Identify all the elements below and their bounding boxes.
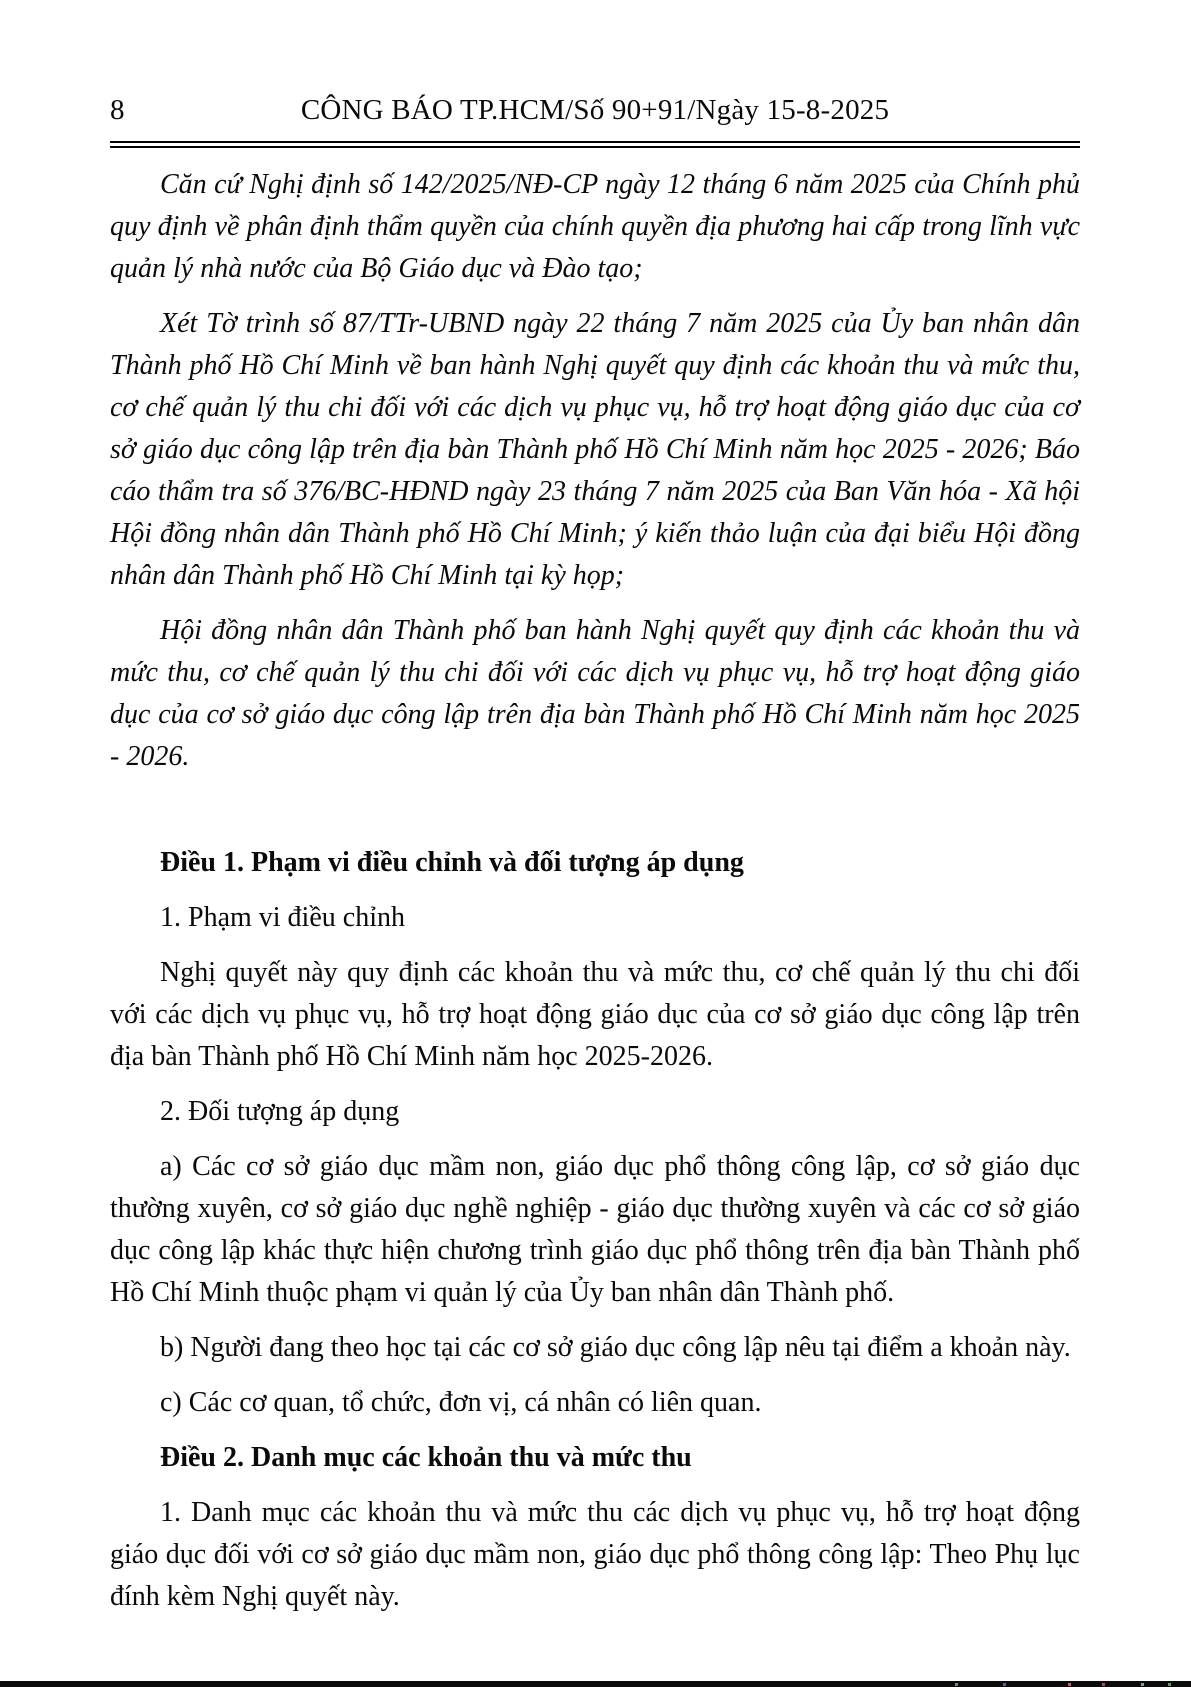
preamble-paragraph-3: Hội đồng nhân dân Thành phố ban hành Nghị quyết quy định các khoản thu và mức thu, cơ chế quản lý thu chi đối với các dịch vụ phục vụ, hỗ trợ hoạt động giáo dục của cơ sở giáo dục công lập trên địa bàn Thành phố Hồ Chí Minh năm học 2025 - 2026. [110,615,1080,772]
article-1-clause-1-title: 1. Phạm vi điều chỉnh [160,902,405,933]
article-1-point-b: b) Người đang theo học tại các cơ sở giáo dục công lập nêu tại điểm a khoản này. [160,1332,1071,1363]
preamble-paragraph-1: Căn cứ Nghị định số 142/2025/NĐ-CP ngày 12 tháng 6 năm 2025 của Chính phủ quy định về phân định thẩm quyền của chính quyền địa phương hai cấp trong lĩnh vực quản lý nhà nước của Bộ Giáo dục và Đào tạo; [110,169,1080,284]
article-1-clause-2-title: 2. Đối tượng áp dụng [160,1096,400,1127]
article-1-point-a: a) Các cơ sở giáo dục mầm non, giáo dục phổ thông công lập, cơ sở giáo dục thường xuyên, cơ sở giáo dục nghề nghiệp - giáo dục thường xuyên và các cơ sở giáo dục công lập khác thực hiện chương trình giáo dục phổ thông trên địa bàn Thành phố Hồ Chí Minh thuộc phạm vi quản lý của Ủy ban nhân dân Thành phố. [110,1151,1080,1308]
article-2-clause-1: 1. Danh mục các khoản thu và mức thu các dịch vụ phục vụ, hỗ trợ hoạt động giáo dục đối với cơ sở giáo dục mầm non, giáo dục phổ thông công lập: Theo Phụ lục đính kèm Nghị quyết này. [110,1497,1080,1612]
scan-noise-speck [1068,1683,1071,1686]
page-number: 8 [110,94,125,126]
scan-noise-speck [1102,1683,1105,1686]
article-1-heading: Điều 1. Phạm vi điều chỉnh và đối tượng áp dụng [160,847,744,878]
article-2-heading: Điều 2. Danh mục các khoản thu và mức thu [160,1442,692,1473]
header-double-rule [110,141,1080,148]
scan-noise-speck [1003,1683,1006,1686]
gazette-header-title: CÔNG BÁO TP.HCM/Số 90+91/Ngày 15-8-2025 [300,94,890,126]
scan-artifact-bar [0,1681,1191,1687]
preamble-paragraph-2: Xét Tờ trình số 87/TTr-UBND ngày 22 tháng 7 năm 2025 của Ủy ban nhân dân Thành phố Hồ Chí Minh về ban hành Nghị quyết quy định các khoản thu và mức thu, cơ chế quản lý thu chi đối với các dịch vụ phục vụ, hỗ trợ hoạt động giáo dục của cơ sở giáo dục công lập trên địa bàn Thành phố Hồ Chí Minh năm học 2025 - 2026; Báo cáo thẩm tra số 376/BC-HĐND ngày 23 tháng 7 năm 2025 của Ban Văn hóa - Xã hội Hội đồng nhân dân Thành phố Hồ Chí Minh; ý kiến thảo luận của đại biểu Hội đồng nhân dân Thành phố Hồ Chí Minh tại kỳ họp; [110,308,1080,591]
article-1-point-c: c) Các cơ quan, tổ chức, đơn vị, cá nhân có liên quan. [160,1387,762,1418]
scan-noise-speck [1168,1683,1171,1686]
scan-noise-speck [955,1683,958,1686]
scan-noise-speck [1141,1683,1144,1686]
running-header [110,92,1080,132]
article-1-clause-1-body: Nghị quyết này quy định các khoản thu và mức thu, cơ chế quản lý thu chi đối với các dịch vụ phục vụ, hỗ trợ hoạt động giáo dục của cơ sở giáo dục công lập trên địa bàn Thành phố Hồ Chí Minh năm học 2025-2026. [110,957,1080,1072]
